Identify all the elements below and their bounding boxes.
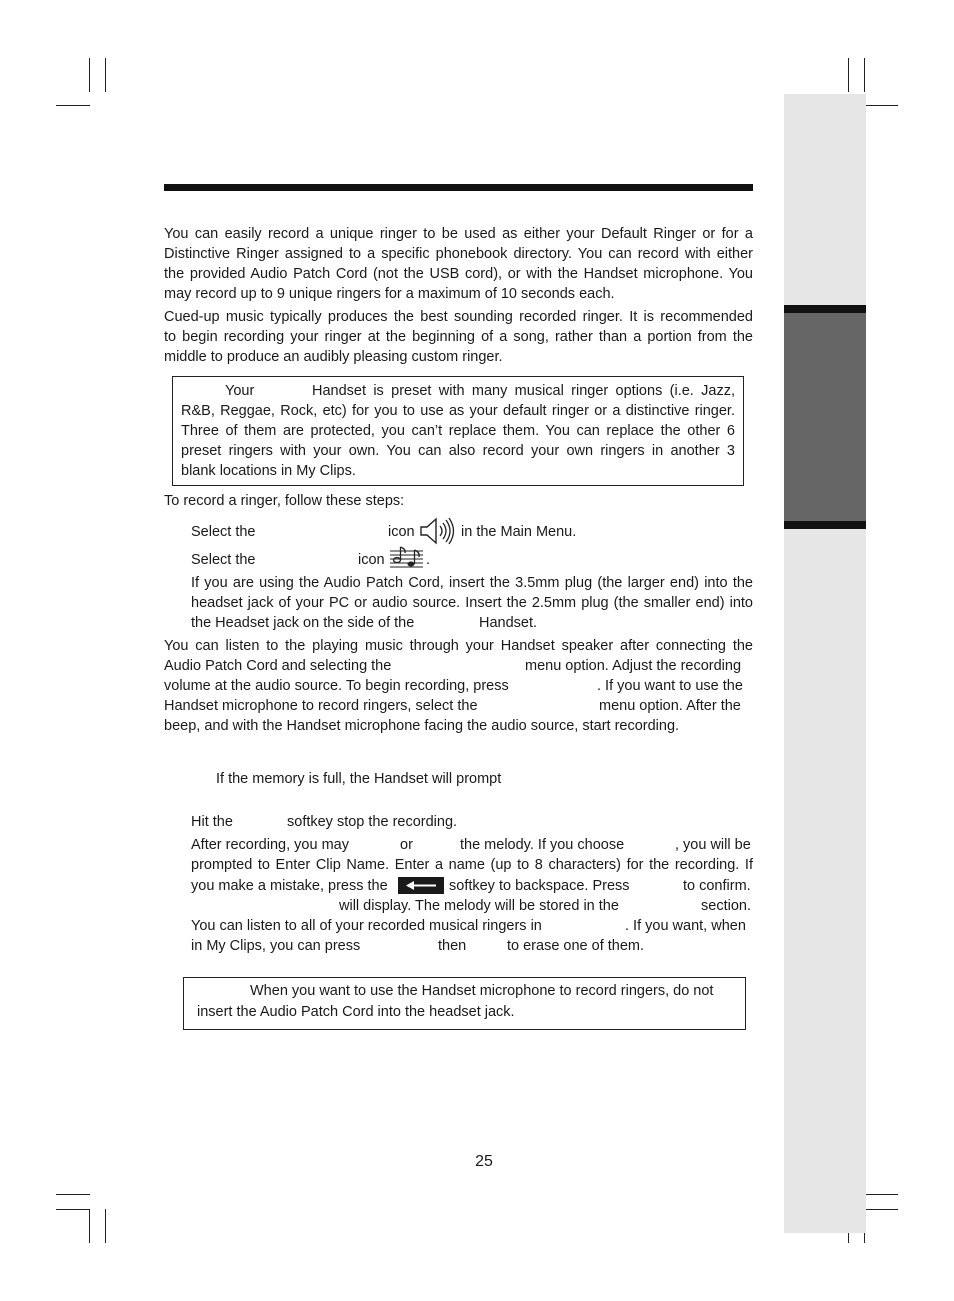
text-line: Cued-up music typically produces the best sounding recorded ringer. It is recommended (164, 309, 753, 325)
text-line: Distinctive Ringer assigned to a specific phonebook directory. You can record with either (164, 246, 753, 262)
crop-mark (56, 105, 90, 106)
text-line: to confirm. (683, 878, 751, 894)
text-line: may record up to 9 unique ringers for a maximum of 10 seconds each. (164, 286, 615, 302)
text-line: If you are using the Audio Patch Cord, insert the 3.5mm plug (the larger end) into the (191, 575, 753, 591)
text-line: . If you want to use the (597, 678, 743, 694)
crop-mark (89, 58, 90, 92)
text-line: menu option. After the (599, 698, 741, 714)
crop-mark (89, 1209, 90, 1243)
step-2: Select the icon . (191, 550, 753, 572)
backspace-arrow-icon (398, 877, 444, 894)
text-line: headset jack of your PC or audio source. Insert the 2.5mm plug (the smaller end) into (191, 595, 753, 611)
crop-mark (864, 58, 865, 92)
text-line: . If you want, when (625, 918, 746, 934)
crop-mark (864, 1209, 898, 1210)
note-line: blank locations in My Clips. (181, 463, 356, 479)
note-box-microphone (183, 977, 746, 1030)
note-box-presets (172, 376, 744, 486)
crop-mark (105, 58, 106, 92)
text-line: middle to produce an audibly pleasing custom ringer. (164, 349, 503, 365)
text-line: You can easily record a unique ringer to be used as either your Default Ringer or for a (164, 226, 753, 242)
text-line: beep, and with the Handset microphone facing the audio source, start recording. (164, 718, 680, 734)
text-line: section. (701, 898, 751, 914)
text-line: Handset microphone to record ringers, select the (164, 698, 478, 714)
note-line: Three of them are protected, you can’t replace them. You can replace the other 6 (181, 423, 735, 439)
text-line: After recording, you may (191, 837, 349, 853)
crop-mark (105, 1209, 106, 1243)
text-line: in My Clips, you can press (191, 938, 361, 954)
text-line: prompted to Enter Clip Name. Enter a name (up to 8 characters) for the recording. If (191, 857, 753, 873)
text-line: you make a mistake, press the (191, 878, 388, 894)
text-line: Audio Patch Cord and selecting the (164, 658, 392, 674)
text-line: or (400, 837, 413, 853)
steps-intro: To record a ringer, follow these steps: (164, 493, 405, 509)
memory-full-note: If the memory is full, the Handset will prompt (216, 771, 502, 787)
crop-mark (56, 1209, 90, 1210)
text-line: menu option. Adjust the recording (525, 658, 742, 674)
note-line: When you want to use the Handset microphone to record ringers, do not (250, 983, 714, 999)
text-line: then (438, 938, 467, 954)
text-line: the melody. If you choose (460, 837, 625, 853)
music-note-icon (389, 545, 425, 571)
crop-mark (864, 1194, 898, 1195)
side-strip (784, 94, 866, 1233)
tab-top-bar (784, 305, 866, 313)
crop-mark (56, 1194, 90, 1195)
note-line: R&B, Reggae, Rock, etc) for you to use as your default ringer or a distinctive ringer. (181, 403, 735, 419)
text-line: You can listen to all of your recorded musical ringers in (191, 918, 542, 934)
note-line: Your Handset is preset with many musical ringer options (i.e. Jazz, (225, 383, 735, 399)
crop-mark (848, 58, 849, 92)
note-line: preset ringers with your own. You can also record your own ringers in another 3 (181, 443, 735, 459)
text-line: volume at the audio source. To begin recording, press (164, 678, 509, 694)
step-1: Select the icon in the Main Menu. (191, 522, 753, 544)
text-line: You can listen to the playing music through your Handset speaker after connecting the (164, 638, 753, 654)
page-number: 25 (475, 1153, 493, 1170)
crop-mark (864, 105, 898, 106)
text-line: , you will be (675, 837, 751, 853)
text-line: to begin recording your ringer at the beginning of a song, rather than a portion from the (164, 329, 753, 345)
text-line: the Headset jack on the side of the (191, 615, 415, 631)
text-line: to erase one of them. (507, 938, 645, 954)
tab-bottom-bar (784, 521, 866, 529)
heading-rule (164, 184, 753, 191)
step-4: Hit the softkey stop the recording. (191, 814, 458, 830)
text-line: the provided Audio Patch Cord (not the USB cord), or with the Handset microphone. You (164, 266, 753, 282)
text-line: softkey to backspace. Press (449, 878, 630, 894)
text-line: will display. The melody will be stored in the (339, 898, 619, 914)
text-line: Handset. (479, 615, 538, 631)
speaker-icon (419, 517, 457, 545)
section-tab (784, 305, 866, 529)
note-line: insert the Audio Patch Cord into the headset jack. (197, 1004, 515, 1020)
